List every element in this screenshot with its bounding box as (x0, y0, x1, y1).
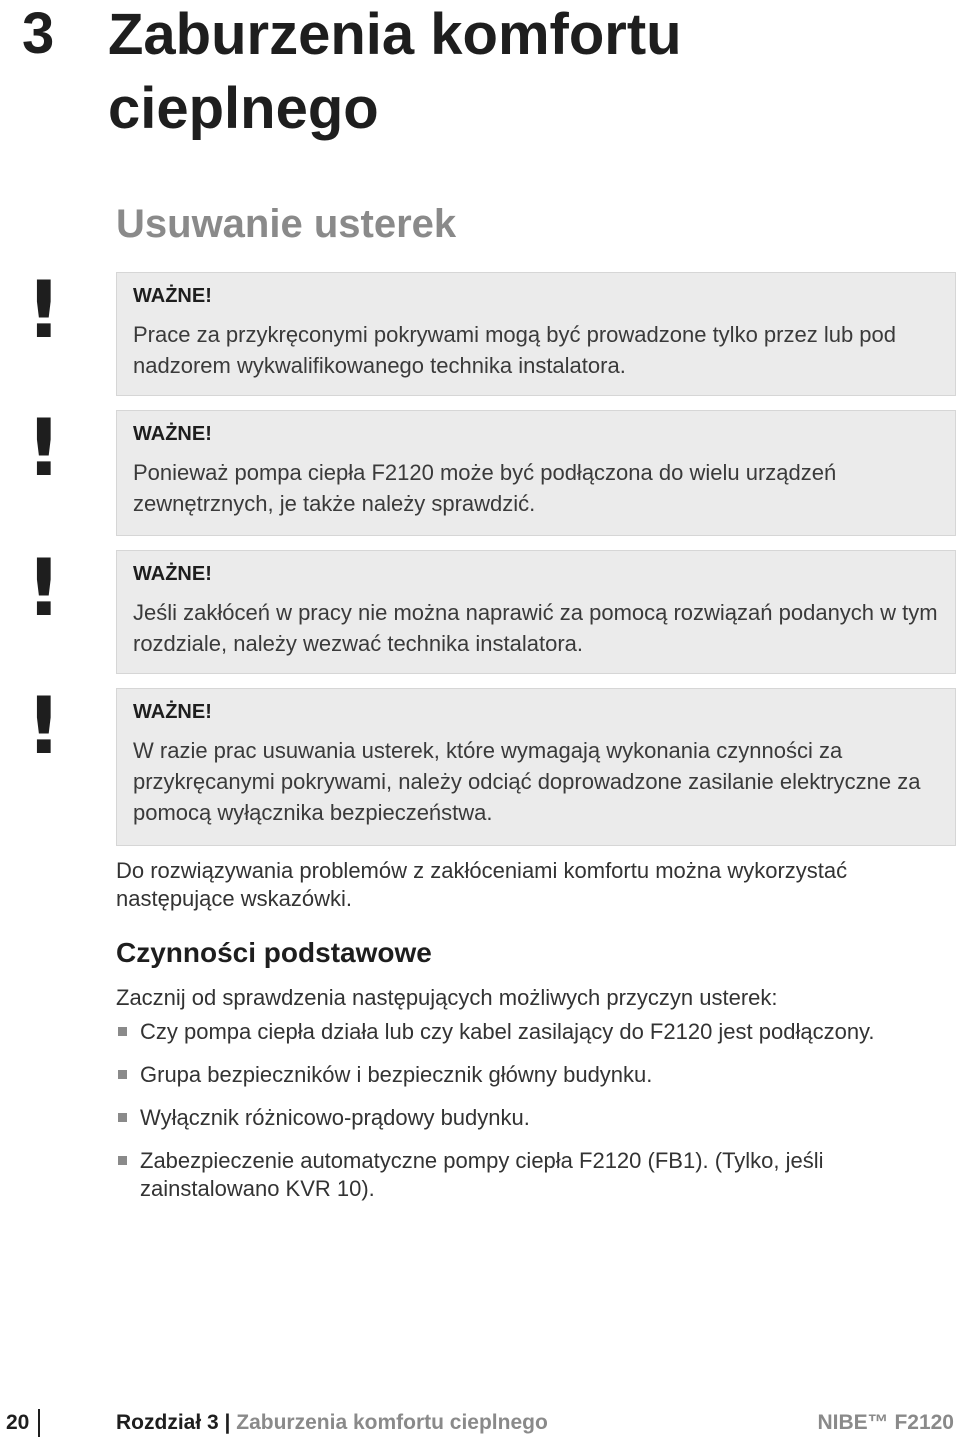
list-item-text: Grupa bezpieczników i bezpiecznik główny budynku. (140, 1062, 653, 1087)
checklist (116, 1018, 956, 1218)
warning-icon: ! (26, 266, 62, 356)
warning-note (116, 410, 956, 536)
page-footer (0, 1406, 960, 1440)
note-text: Jeśli zakłóceń w pracy nie można naprawić za pomocą rozwiązań podanych w tym rozdziale, należy wezwać technika instalatora. (133, 600, 938, 656)
note-label: WAŻNE! (133, 423, 212, 445)
lead-paragraph: Zacznij od sprawdzenia następujących możliwych przyczyn usterek: (116, 985, 778, 1010)
warning-icon: ! (26, 544, 62, 634)
warning-note (116, 550, 956, 674)
footer-chapter-label: Rozdział 3 (116, 1411, 219, 1434)
note-label: WAŻNE! (133, 285, 212, 307)
footer-divider (38, 1409, 40, 1437)
warning-note (116, 272, 956, 396)
page-number: 20 (6, 1411, 30, 1434)
intro-paragraph: Do rozwiązywania problemów z zakłóceniami komfortu można wykorzystać następujące wskazówki. (116, 858, 848, 911)
list-item-text: Wyłącznik różnicowo-prądowy budynku. (140, 1105, 530, 1130)
note-label: WAŻNE! (133, 701, 212, 723)
note-text: Prace za przykręconymi pokrywami mogą być prowadzone tylko przez lub pod nadzorem wykwalifikowanego technika instalatora. (133, 322, 896, 378)
chapter-title: Zaburzenia komfortu cieplnego (108, 2, 682, 141)
list-item-text: Czy pompa ciepła działa lub czy kabel zasilający do F2120 jest podłączony. (140, 1019, 875, 1044)
bullet-square-icon (118, 1027, 127, 1036)
warning-note (116, 688, 956, 846)
note-text: Ponieważ pompa ciepła F2120 może być podłączona do wielu urządzeń zewnętrznych, je także należy sprawdzić. (133, 460, 837, 516)
note-label: WAŻNE! (133, 563, 212, 585)
subheading: Czynności podstawowe (116, 937, 432, 968)
footer-chapter (116, 1406, 548, 1440)
bullet-square-icon (118, 1156, 127, 1165)
chapter-number: 3 (22, 1, 55, 66)
note-text: W razie prac usuwania usterek, które wymagają wykonania czynności za przykręcanymi pokrywami, należy odciąć doprowadzone zasilanie elektryczne za pomocą wyłącznika bezpieczeństwa. (133, 738, 921, 825)
footer-product-name: NIBE™ F2120 (817, 1411, 954, 1434)
footer-chapter-title: Zaburzenia komfortu cieplnego (236, 1411, 548, 1434)
bullet-square-icon (118, 1113, 127, 1122)
warning-icon: ! (26, 682, 62, 772)
footer-separator: | (224, 1411, 231, 1434)
bullet-square-icon (118, 1070, 127, 1079)
list-item (116, 1061, 956, 1089)
warning-icon: ! (26, 404, 62, 494)
list-item-text: Zabezpieczenie automatyczne pompy ciepła F2120 (FB1). (Tylko, jeśli zainstalowano KVR 10). (140, 1148, 824, 1201)
list-item (116, 1018, 956, 1046)
section-title: Usuwanie usterek (116, 202, 457, 246)
list-item (116, 1147, 956, 1203)
list-item (116, 1104, 956, 1132)
